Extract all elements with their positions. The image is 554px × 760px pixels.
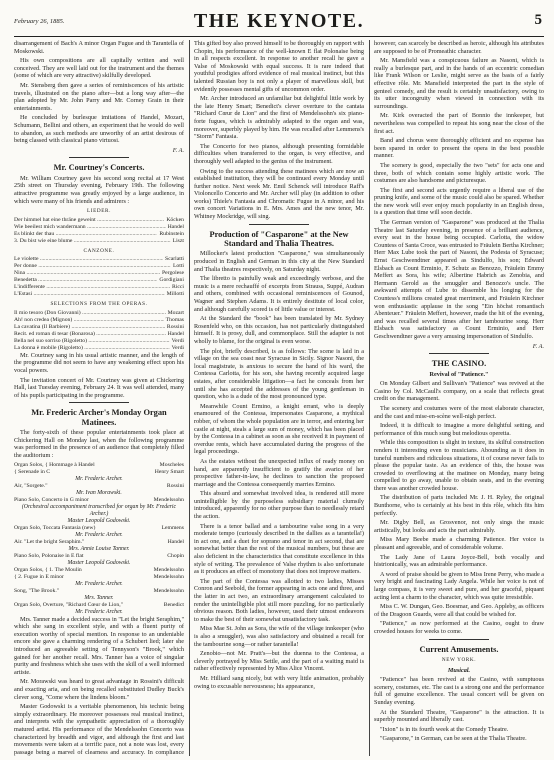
piece-title: L'Estasi ..... xyxy=(14,291,165,298)
performer-name: Mr. Frederic Archer. xyxy=(75,608,123,615)
paragraph: "Patience" has been revived at the Casino, with sumptuous scenery, costumes, etc. The cast is a strong one and the performance full of genuine excellence. The usual concert will be given on Sunday evening. xyxy=(374,676,544,706)
programme-section-head: CANZONE. xyxy=(83,247,115,254)
piece-title: { 2. Fugue in E minor xyxy=(14,573,64,580)
programme-list xyxy=(14,256,184,298)
piece-title: Il mio tesoro (Don Giovanni) ..... xyxy=(14,310,166,317)
article-heading: THE CASINO. xyxy=(431,359,487,369)
composer-name: Mendelssohn xyxy=(153,573,184,580)
paragraph: Mr. Mansfield was a conspicuous failure as Nasoni, which is really a burlesque part, and in the hands of an eccentric comedian like Frank Wilson or Leslie, might serve as the basis of a fairly effective rôle. Mr. Mansfield interpreted the part in the style of genteel comedy, and the result is certainly unsatisfactory, owing to its utter incongruity when viewed in connection with its surroundings. xyxy=(374,57,544,110)
programme-item xyxy=(14,224,184,231)
programme-item xyxy=(14,469,184,476)
programme-list xyxy=(14,310,184,352)
composer-name: Mendelssohn xyxy=(153,496,184,503)
composer-name: Rossini xyxy=(166,482,184,489)
newspaper-page xyxy=(14,8,544,756)
piece-title: La donna è mobile (Rigoletto) ..... xyxy=(14,345,170,352)
paragraph: His own compositions are all capitally written and well conceived. They are well laid out for the instrument and the themes (some of which are very attractive) skilfully developed. xyxy=(14,57,184,80)
paragraph: A word of praise should be given to Miss Irene Perry, who made a very bright and fascinating Lady Angela. While her voice is not of large compass, it is very sweet and pure, and her graceful, piquant acting lent a charm to the character, which was quite irresistible. xyxy=(374,570,544,601)
paragraph: "Patience," as now performed at the Casino, ought to draw crowded houses for weeks to come. xyxy=(374,620,544,635)
signature: F. A. xyxy=(532,342,544,350)
paragraph: This absurd and somewhat involved idea, is rendered still more unintelligible by the purposeless subsidiary material clumsily introduced, apparently for no other purpose than to needlessly retard the action. xyxy=(194,490,364,521)
composer-name: Mendelssohn xyxy=(153,587,184,594)
composer-name: Mozart xyxy=(167,309,184,316)
divider xyxy=(429,639,489,640)
piece-title: Piano Solo, Polonaise in E flat xyxy=(14,552,84,559)
programme-item xyxy=(14,284,184,291)
paragraph: The German version of "Gasparone" was produced at the Thalia Theatre last Saturday evening, in presence of a brilliant audience, every seat in the house being occupied. Carlotta, the widow Countess of Santa Croce, was entrusted to Fräulein Bertha Kirchner; Herr Max Lube took the part of Nasoni, the Podesta of Syracuse; Ernst Geschwendtner appeared as Sindulfo, his son; Edward Elsbach as Count Erminio, F. Schutz as Benozzo, Fräulein Emmy Meffert as Sora, his wife; Albertine Habrich as Zenobia, and Hermann Gerold as the smuggler and Benozzo's uncle. The awkward attempts of Lube to dissemble his longing for the Countess's millions created great merriment, and Fräulein Kirchner won enthusiastic applause in the song "Ein höchst romantisch Abenteuer." Fräulein Meffert, however, made the hit of the evening, and was recalled several times after her tambourine song. Herr Elsbach was satisfactory as Count Erminio, and Herr Geschwendtner gave a very amusing impersonation of Sindulfo. xyxy=(374,219,544,340)
composer-name: Handel xyxy=(167,538,184,545)
article-heading: Current Amusements. xyxy=(419,644,499,654)
paragraph: At the Standard the "book" has been translated by Mr. Sydney Rosenfeld who, on this occasion, has not particularly distinguished himself. It is prosy, dull, and commonplace. Still the adapter is not wholly to blame, for the original is even worse. xyxy=(194,315,364,345)
column-2 xyxy=(194,40,364,756)
article-columns xyxy=(14,40,544,756)
composer-name: Chopin xyxy=(167,552,184,559)
composer-name: Henry Smart xyxy=(154,468,184,475)
paragraph: While this composition is slight in texture, its skilful construction renders it interesting even to musicians. Abounding as it does in tuneful numbers and ridiculous situations, it of course never fails to please the popular taste. As an evidence of this, the house was crowded to overflowing at the matinee on Monday, many being compelled to go away, unable to obtain seats, and in the evening there was another crowded house. xyxy=(374,439,544,492)
piece-title: Wie beeilest mich wandermann ..... xyxy=(14,224,166,231)
piece-title: Recit. ed roman di tesar (Bonarosa) ..... xyxy=(14,331,166,338)
piece-title: Organ Solos, { Hommage à Handel xyxy=(14,461,95,468)
piece-title: Bella nel suo sorriso (Rigoletto) ..... xyxy=(14,338,170,345)
column-1 xyxy=(14,40,184,756)
performer-name: Mrs. Tanner. xyxy=(84,594,114,601)
piece-title: Organ Solo, Toccata Fantasia (new) xyxy=(14,524,96,531)
composer-name: Ricci xyxy=(171,284,184,291)
article-heading: Production of "Casparone" at the New Standard and Thalia Theatres. xyxy=(209,229,349,249)
performer-name: Mr. Frederic Archer. xyxy=(75,475,123,482)
programme-item xyxy=(14,277,184,284)
piece-title: Le violette ..... xyxy=(14,256,163,263)
composer-name: Handel xyxy=(167,223,184,230)
programme-item xyxy=(14,256,184,263)
composer-name: Köcken xyxy=(166,216,184,223)
paragraph: As the estates without the unexpected influx of ready money on hand, are apparently insufficient to gratify the avarice of her prospective father-in-law, he declines to sanction the proposed marriage and the Contessa consequently marries Ermino. xyxy=(194,457,364,488)
signature: F. A. xyxy=(172,146,184,154)
programme-item xyxy=(14,263,184,270)
paragraph: Mrs. Tanner made a decided success in "Let the bright Seraphim," which she sang in excellent style, and with a fluent purity of execution worthy of special mention. In response to an undeniable encore she gave a charming rendering of a Schubert lied; later she introduced an agreeable setting of Tennyson's "Brook," which gained for her another recall. Mrs. Tanner has a voice of singular purity and freshness which she uses with the skill of a well informed artiste. xyxy=(14,615,184,676)
paragraph: The forty-sixth of these popular entertainments took place at Chickering Hall on Monday last, when the following programme was performed in the presence of an audience that completely filled the auditorium : xyxy=(14,429,184,460)
section-label: NEW YORK. xyxy=(441,656,477,663)
piece-title: Per donne ..... xyxy=(14,263,171,270)
paragraph: He concluded by burlesque imitations of Handel, Mozart, Schumann, Bellini and others, an experiment that he would do well to abandon, as such methods are unworthy of an artist desirous of being classed with classical piano virtuosi. xyxy=(14,114,184,145)
programme-list xyxy=(14,217,184,245)
column-3 xyxy=(374,40,544,756)
paragraph: Mr. Archer introduced an unfamiliar but delightful little work by the late Henry Smart; Benedict's clever overture to the cantata "Richard Cœur de Lion" and the first of Mendelssohn's six piano-forte fugues, which is admirably adapted to the organ and was, moreover, superbly played by him. He was recalled after Lemmens's "Storm" Fantasia. xyxy=(194,95,364,141)
piece-title: 3. Du bist wie eine blume ..... xyxy=(14,238,171,245)
article-subheading: Revival of "Patience." xyxy=(429,370,489,378)
composer-name: Mendelssohn xyxy=(153,566,184,573)
performer-name: Mrs. Annie Louise Tanner. xyxy=(68,545,130,552)
paragraph: "Gasparone," in German, can be seen at the Thalia Theatre. xyxy=(380,735,527,743)
paragraph: Miss C. W. Dungan, Geo. Boesmar, and Geo. Appleby, as officers of the Dragoon Guards, were all that could be wished for. xyxy=(374,603,544,618)
piece-title: Piano Solo, Concerto in G minor xyxy=(14,496,89,503)
programme-item xyxy=(14,231,184,238)
performer-name: Master Leopold Godowski. xyxy=(67,517,131,524)
paragraph: Indeed, it is difficult to imagine a more delightful setting, and performance of this much sung but melodious operetta. xyxy=(374,422,544,437)
programme-item xyxy=(14,567,184,574)
composer-name: Rubinstein xyxy=(159,230,184,237)
composer-name: Thomas xyxy=(165,316,184,323)
programme-item xyxy=(14,317,184,324)
composer-name: Scarlatti xyxy=(165,256,184,263)
divider xyxy=(249,224,309,225)
paragraph: Owing to the success attending these matinees which are now an established institution, they will be continued every Monday until further notice. Next week Mr. Emil Schenck will introduce Raff's Violoncello Concerto and Mr. Archer will play (in addition to other works) Thiele's Fantasia and Chromatic Fugue in A minor, and his own concert Variations in E. Mrs. Ames and the new tenor, Mr. Whitney Mockridge, will sing. xyxy=(194,167,364,221)
programme-item xyxy=(14,483,184,490)
composer-name: Pergolese xyxy=(161,270,184,277)
programme-item xyxy=(14,331,184,338)
programme-item xyxy=(14,602,184,609)
piece-title: Air, "Sorgete." xyxy=(14,482,48,489)
composer-name: Liszt xyxy=(172,237,184,244)
paragraph: Mr. William Courtney gave his second song recital at 17 West 25th street on Thursday evening, February 19th. The following attractive programme was greatly enjoyed by a large audience, in which were many of his friends and admirers : xyxy=(14,174,184,205)
programme-item xyxy=(14,574,184,581)
paragraph: On Monday Gilbert and Sullivan's "Patience" was revived at the Casino by Col. McCaull's company, on a scale that reflects great credit on the management. xyxy=(374,380,544,403)
composer-name: Lotti xyxy=(172,263,184,270)
paragraph: disarrangement of Bach's A minor Organ Fugue and th Tarantella of Moskowski. xyxy=(14,40,184,55)
programme-item xyxy=(14,217,184,224)
piece-title: La cavatina (Il Barbiere) ..... xyxy=(14,324,165,331)
concert-programme xyxy=(14,462,184,616)
paragraph: The plot, briefly described, is as follows: The scene is laid in a village on the sea coast near Syracuse in Sicily. Signor Nasoni, the local magistrate, is anxious to secure the hand of his ward, the Contessa Carlotta, for his son, she having recently acquired large estates, after considerable litigation—a fact he conceals from her until she has accepted the addresses of the young gentleman in question, who is a dude of the most pronounced type. xyxy=(194,347,364,401)
composer-name: Lemmens xyxy=(161,524,184,531)
performer-name: Master Leopold Godowski. xyxy=(67,559,131,566)
performer-name: (Orchestral accompaniment transcribed for organ by Mr. Frederic Archer.) xyxy=(21,503,177,517)
paragraph: The Lady Jane of Laura Joyce-Bell, both vocally and histrionically, was an admirable performance. xyxy=(374,553,544,569)
programme-item xyxy=(14,238,184,245)
composer-name: Millotti xyxy=(166,291,184,298)
composer-name: Verdi xyxy=(171,344,184,351)
piece-title: Song, "The Brook." xyxy=(14,587,60,594)
piece-title: L'indifferente ..... xyxy=(14,284,170,291)
paragraph: Millocker's latest production "Casparone," was simultaneously produced in English and German in this city at the New Standard and Thalia theatres respectively, on Saturday night. xyxy=(194,250,364,273)
column-rule xyxy=(189,40,190,756)
programme-item xyxy=(14,497,184,504)
paragraph: The first and second acts urgently require a liberal use of the pruning knife, and some of the music could also be spared. Whether the new work will ever enjoy much popularity in an English dress, is a question that time will soon decide. xyxy=(374,186,544,217)
piece-title: { Serenade in C xyxy=(14,468,51,475)
performer-name: Mr. Frederic Archer. xyxy=(75,580,123,587)
paragraph: Zenobio—not Mr. Pratt's—but the duenna to the Contessa, a cleverly portrayed by Miss Settle, and the part of a waiting maid is rather effectively represented by Miss Alice Vincent. xyxy=(194,650,364,673)
piece-title: Benedetta ..... xyxy=(14,277,157,284)
divider xyxy=(69,402,129,403)
paragraph: The Concerto for two pianos, although presenting formidable difficulties when transferred to the organ, is very effective, and thoroughly well adapted to the genius of the instrument. xyxy=(194,142,364,165)
programme-item xyxy=(14,310,184,317)
paragraph: There is a tenor ballad and a tambourine valse song in a very moderate tempo (curiously described in the dallies as a tarantella!) in act one, and a duet for soprano and tenor in act second, that are somewhat better than the rest of the musical numbers, but these are also deficient in the characteristics that constitute excellence in this style of writing. The prevalence of Valse rhythm is also unfortunate as it produces an effect of monotony that does not improve matters. xyxy=(194,522,364,576)
piece-title: Der himmel hat eine thräne geweint ..... xyxy=(14,217,164,224)
composer-name: Moscheles xyxy=(159,461,184,468)
divider xyxy=(69,157,129,158)
issue-date: February 26, 1885. xyxy=(14,18,65,25)
paragraph: Mr. Stensberg then gave a series of reminiscences of his artistic travels, illustrated on the piano after—but a long way after—the plan adopted by Mr. John Parry and Mr. Corney Grain in their entertainments. xyxy=(14,81,184,112)
composer-name: Benedict xyxy=(163,601,184,608)
paragraph: Miss Mae St. John as Sora, the wife of the village innkeeper (who is also a smuggler), was also satisfactory and obtained a recall for the tambourine song—or rather tarantella! xyxy=(194,625,364,648)
paragraph: This gifted boy also proved himself to be thoroughly en rapport with Chopin, his performance of the well-known E flat Polonaise being in all respects excellent. In response to another recall he gave a Valse of Moskowski with equal success. It is rare indeed that youthful prodigies afford evidence of real musical instinct, but this talented Russian boy is not only a player of marvellous skill, but evidently possesses mental gifts of uncommon order. xyxy=(194,40,364,93)
programme-item xyxy=(14,338,184,345)
programme-section-head: LIEDER. xyxy=(87,208,111,215)
paragraph: The scenery and costumes were of the most elaborate character, and the cast and mise-en-scène well-nigh perfect. xyxy=(374,404,544,420)
piece-title: Es blinkt der thau ..... xyxy=(14,231,157,238)
paragraph: Mr. Courtney sang in his usual artistic manner, and the length of the programme did not seem to have any weakening effect upon his vocal powers. xyxy=(14,351,184,375)
paragraph: Mr. Morawski was heard to great advantage in Rossini's difficult and exacting aria, and on being recalled substituted Dudley Buck's clever song, "Come where the lindens bloom." xyxy=(14,678,184,701)
paragraph: Mr. Digby Bell, as Grosvenor, not only sings the music artistically, but looks and acts the part admirably. xyxy=(374,519,544,534)
paragraph: "Ixion" is in its fourth week at the Comedy Theatre. xyxy=(380,725,509,733)
paragraph: The invitation concert of Mr. Courtney was given at Chickering Hall, last Tuesday evening, February 24. It was well attended, many of his pupils participating in the programme. xyxy=(14,376,184,399)
performer-name: Mr. Ivan Morawski. xyxy=(76,489,122,496)
masthead xyxy=(14,8,544,37)
composer-name: Rossini xyxy=(166,323,184,330)
column-rule xyxy=(369,40,370,756)
page-number: 5 xyxy=(534,12,542,28)
article-heading: Mr. Courtney's Concerts. xyxy=(53,163,145,173)
publication-title: THE KEYNOTE. xyxy=(193,10,365,32)
paragraph: Mr. Kirk overacted the part of Bonnio the innkeeper, but nevertheless was compelled to repeat his song near the close of the first act. xyxy=(374,112,544,135)
performer-name: Mr. Frederic Archer. xyxy=(75,531,123,538)
article-heading: Mr. Frederic Archer's Monday Organ Matinees. xyxy=(31,408,167,427)
paragraph: however, can scarcely be described as heroic, although his attributes are supposed to be of Promeathic character. xyxy=(374,40,544,55)
paragraph: Meanwhile Count Ermino, a knight errant, who is deeply enamoured of the Contessa, impersonates Casparone, a mythical robber, of whom the whole population are in terror, and entering her castle at night, steals a large sum of money, which has been placed by the Contessa in a cabinet as soon as she received it in payment of overdue rents, which have accumulated during the progress of the legal proceedings. xyxy=(194,402,364,456)
programme-item xyxy=(14,270,184,277)
programme-item xyxy=(14,345,184,352)
programme-item xyxy=(14,588,184,595)
composer-name: Verdi xyxy=(171,337,184,344)
paragraph: Mr. Hilliard sang nicely, but with very little animation, probably owing to excusable nervousness; his appearance, xyxy=(194,674,364,690)
composer-name: Gordigiani xyxy=(159,277,184,284)
piece-title: Ah! non credea (Mignon) ..... xyxy=(14,317,164,324)
paragraph: Master Godowski is a veritable phenomenon, his technic being simply extraordinary. He moreover possesses real musical instinct, and interprets with the sympathetic appreciation of a thoroughly matured artist. His performance of the Mendelssohn Concerto was characterized by breadth and vigor, and although the first and last movements were taken at a terrific pace, not a note was lost, every passage being a marvel of clearness and accuracy. In compliance xyxy=(14,703,184,756)
programme-item xyxy=(14,539,184,546)
programme-item xyxy=(14,291,184,298)
section-label: Musical. xyxy=(447,666,471,674)
programme-item xyxy=(14,324,184,331)
programme-section-head: SELECTIONS FROM THE OPERAS. xyxy=(50,301,148,308)
paragraph: Band and chorus were thoroughly efficient and no expense has been spared in order to present the opera in the best possible manner. xyxy=(374,137,544,160)
divider xyxy=(429,353,489,354)
paragraph: The distribution of parts included Mr. J. H. Ryley, the original Bunthorne, who is certainly at his best in this rôle, which fits him perfectly. xyxy=(374,494,544,517)
paragraph: At the Standard Theatre, "Gasparone" is the attraction. It is superbly mounted and liberally cast. xyxy=(374,708,544,724)
piece-title: Organ Solo, Overture, "Richard Cœur de Lion," xyxy=(14,601,123,608)
piece-title: Air. "Let the bright Seraphim." xyxy=(14,538,85,545)
paragraph: Miss Mary Beebe made a charming Patience. Her voice is pleasant and agreeable, and of considerable volume. xyxy=(374,536,544,552)
paragraph: The scenery is good, especially the two "sets" for acts one and three, both of which contain some highly artistic work. The costumes are also handsome and picturesque. xyxy=(374,161,544,185)
programme-item xyxy=(14,462,184,469)
paragraph: The libretto is painfully weak and exceedingly verbose, and the music is a mere rechauffé of excerpts from Strauss, Suppé, Audran and others, combined with occasional reminiscences of Gounod, Wagner and Stephen Adams. It is entirely destitute of local color, and although carefully scored is of little value or interest. xyxy=(194,275,364,313)
piece-title: Organ Solos, { 1. The Moulin xyxy=(14,566,82,573)
piece-title: Nina ..... xyxy=(14,270,160,277)
programme-item xyxy=(14,553,184,560)
paragraph: The part of the Contessa was allotted to two ladies, Misses Conron and Seebold, the former appearing in acts one and three, and the latter in act two, an extraordinary arrangement calculated to render the unintelligible plot still more puzzling, for no particularly obvious reason. Both ladies, however, used their utmost endeavors to make the best of their somewhat unsatisfactory task. xyxy=(194,577,364,623)
composer-name: Handel xyxy=(167,330,184,337)
programme-item xyxy=(14,525,184,532)
